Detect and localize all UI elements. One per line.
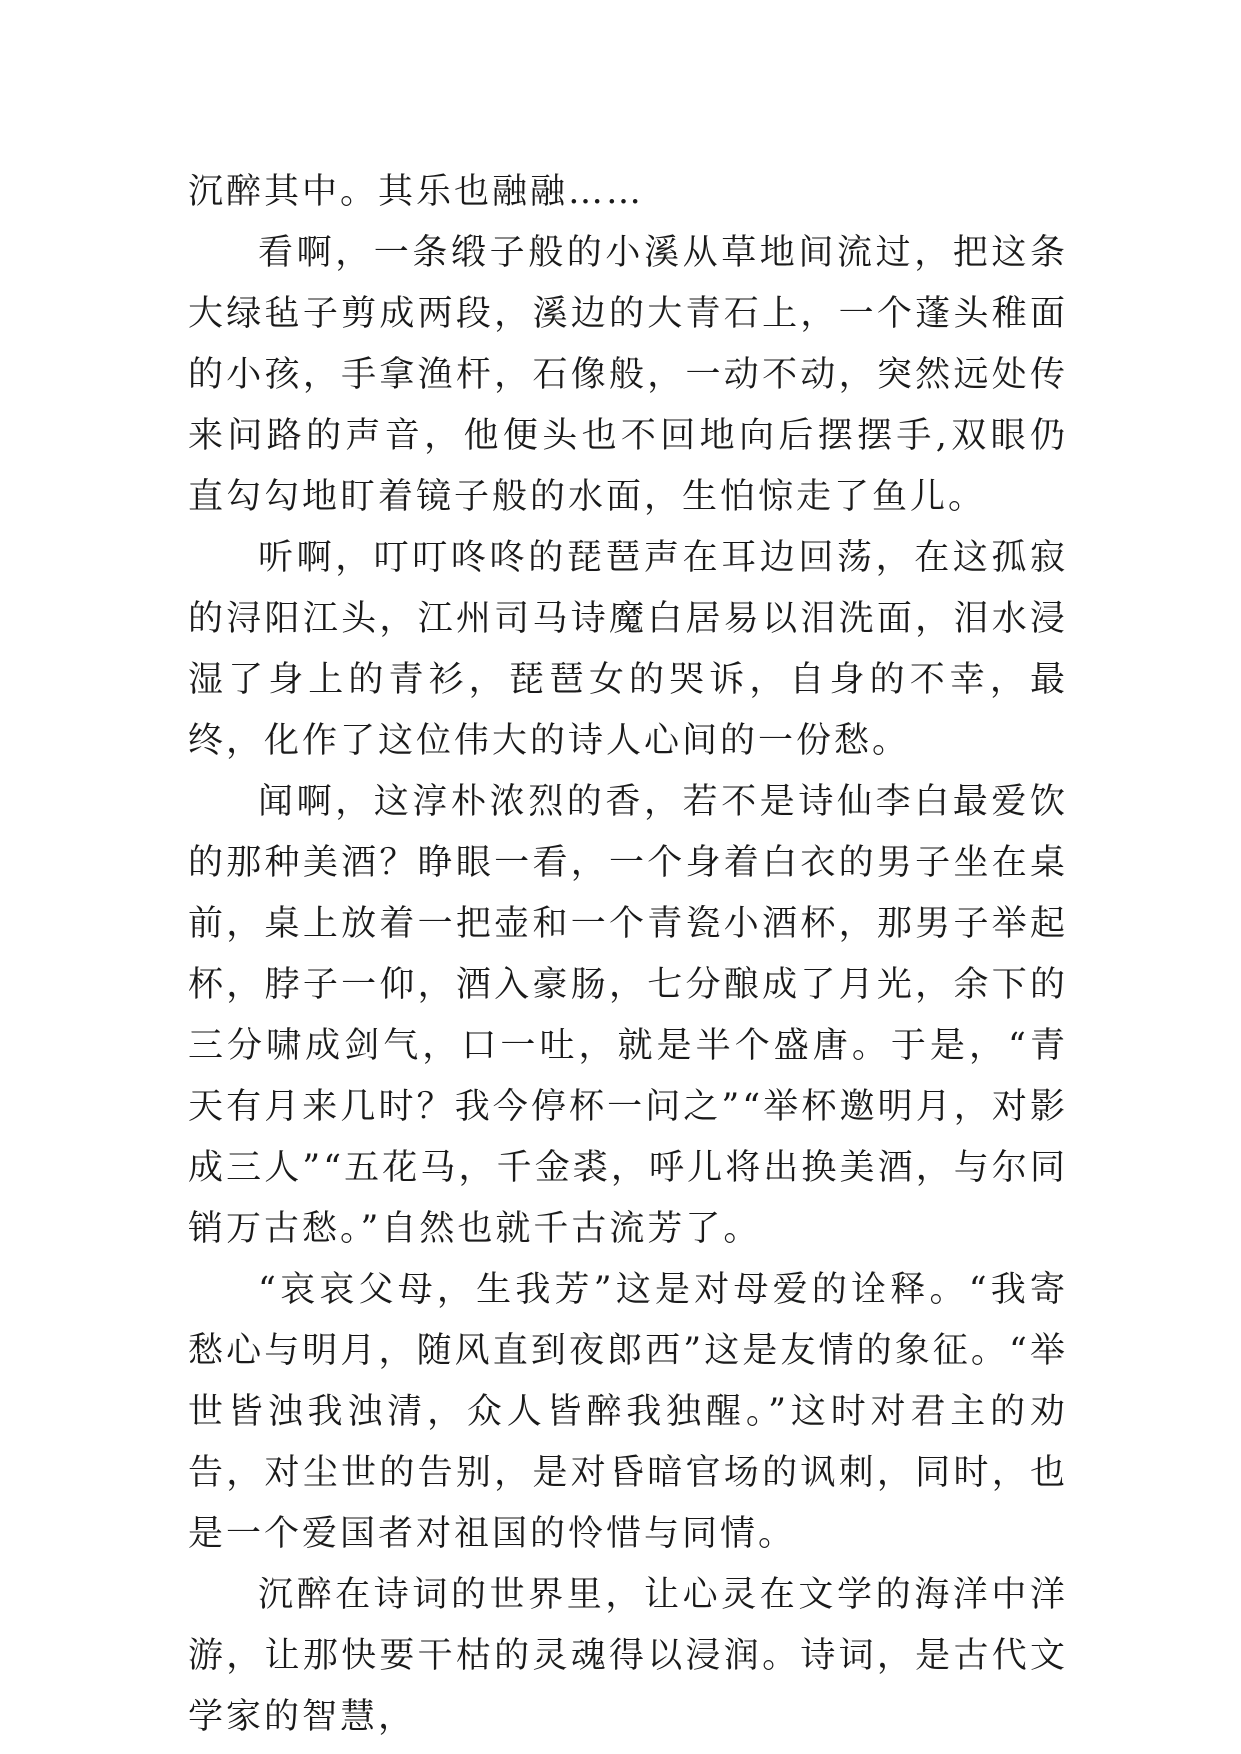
paragraph-quotes: “哀哀父母，生我芳”这是对母爱的诠释。“我寄愁心与明月，随风直到夜郎西”这是友情的象征。“举世皆浊我浊清，众人皆醉我独醒。”这时对君主的劝告，对尘世的告别，是对昏暗官场的讽刺，同时，也是一个爱国者对祖国的怜惜与同情。	[188, 1270, 1068, 1554]
paragraph-look: 看啊，一条缎子般的小溪从草地间流过，把这条大绿毡子剪成两段，溪边的大青石上，一个蓬头稚面的小孩，手拿渔杆，石像般，一动不动，突然远处传来问路的声音，他便头也不回地向后摆摆手,双眼仍直勾勾地盯着镜子般的水面，生怕惊走了鱼儿。	[188, 233, 1068, 517]
paragraph-listen: 听啊，叮叮咚咚的琵琶声在耳边回荡，在这孤寂的浔阳江头，江州司马诗魔白居易以泪洗面，泪水浸湿了身上的青衫，琵琶女的哭诉，自身的不幸，最终，化作了这位伟大的诗人心间的一份愁。	[188, 538, 1068, 761]
paragraph-conclusion: 沉醉在诗词的世界里，让心灵在文学的海洋中洋游，让那快要干枯的灵魂得以浸润。诗词，是古代文学家的智慧，	[188, 1575, 1068, 1737]
body-text	[188, 162, 1068, 1748]
paragraph-continuation: 沉醉其中。其乐也融融……	[188, 172, 645, 212]
paragraph-smell: 闻啊，这淳朴浓烈的香，若不是诗仙李白最爱饮的那种美酒？睁眼一看，一个身着白衣的男子坐在桌前，桌上放着一把壶和一个青瓷小酒杯，那男子举起杯，脖子一仰，酒入豪肠，七分酿成了月光，余下的三分啸成剑气，口一吐，就是半个盛唐。于是，“青天有月来几时？我今停杯一问之”“举杯邀明月，对影成三人”“五花马，千金裘，呼儿将出换美酒，与尔同销万古愁。”自然也就千古流芳了。	[188, 782, 1068, 1249]
